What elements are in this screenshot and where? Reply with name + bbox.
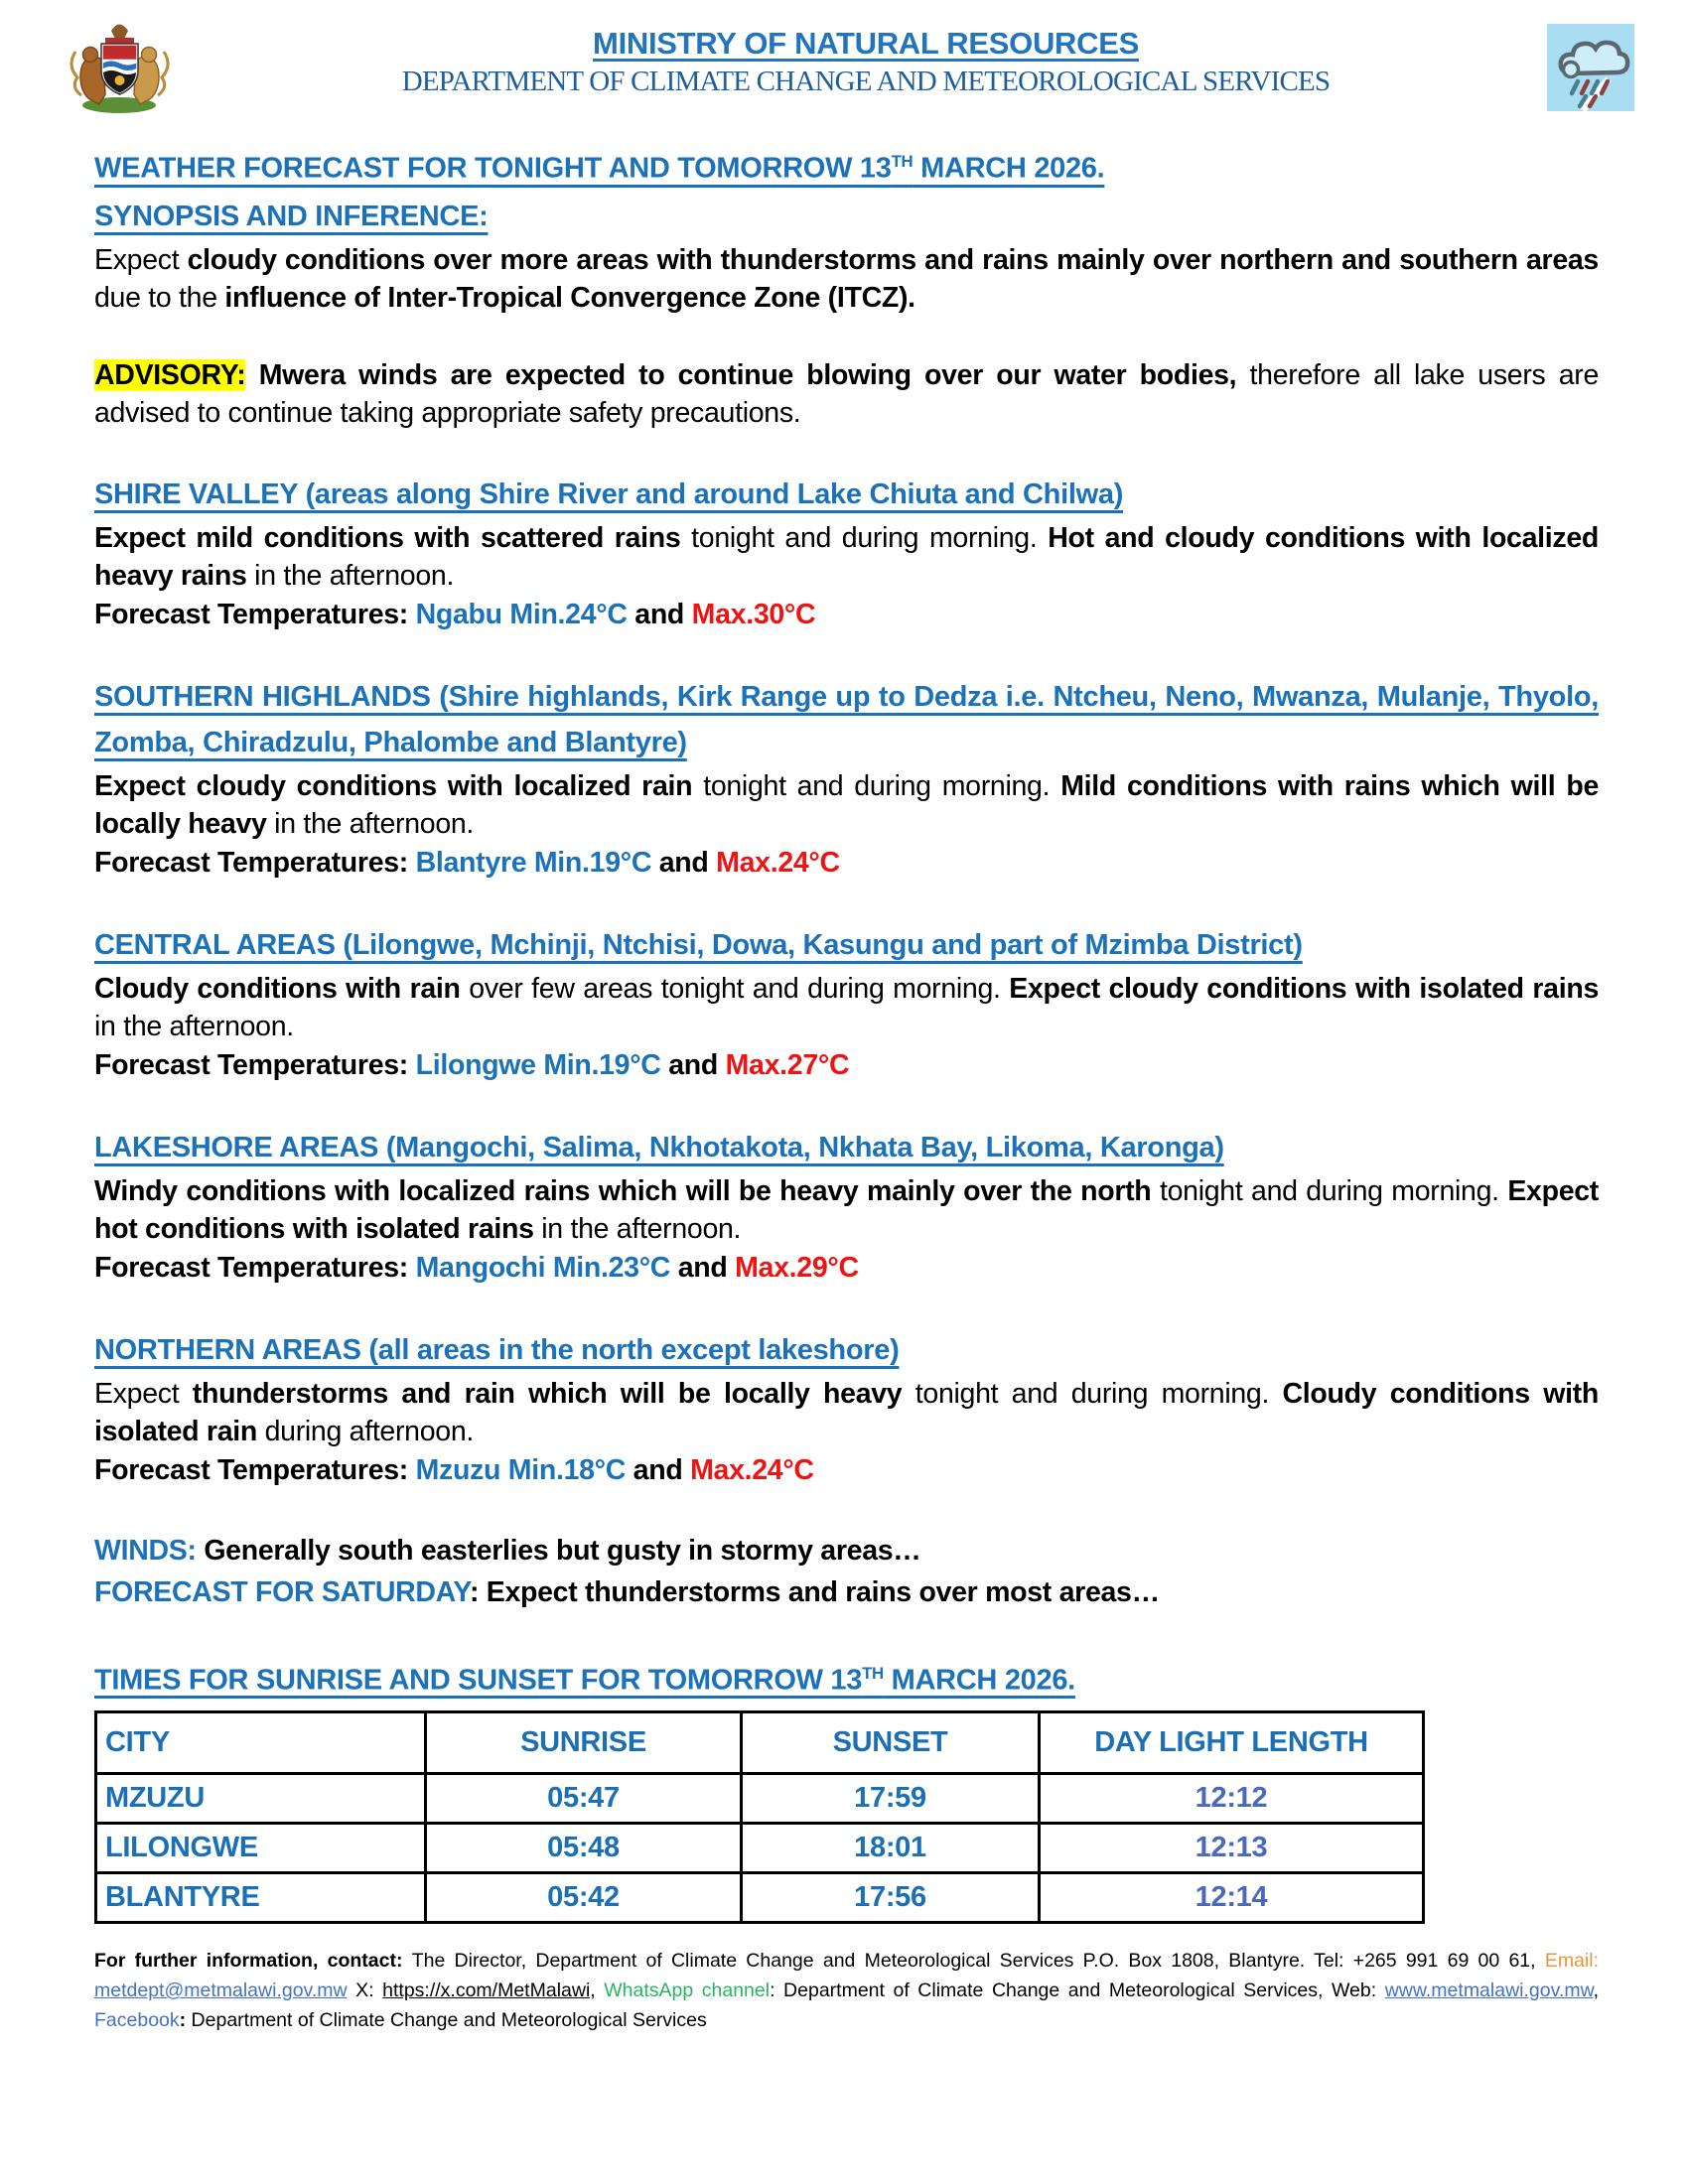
column-header-city: CITY bbox=[96, 1712, 426, 1774]
header-titles bbox=[185, 14, 1547, 98]
text-segment: : bbox=[179, 2009, 187, 2032]
document-title-superscript: TH bbox=[891, 152, 914, 171]
forecast-temperatures bbox=[94, 595, 1599, 634]
text-segment: : bbox=[469, 1575, 487, 1608]
region-section-northern-areas bbox=[94, 1327, 1599, 1490]
text-segment: , bbox=[1593, 1979, 1599, 2002]
ministry-title: MINISTRY OF NATURAL RESOURCES bbox=[593, 26, 1139, 61]
sunset-cell: 17:56 bbox=[742, 1873, 1040, 1923]
region-section-shire-valley bbox=[94, 472, 1599, 634]
region-section-southern-highlands bbox=[94, 674, 1599, 883]
daylight-cell: 12:13 bbox=[1040, 1824, 1424, 1873]
min-temperature: Blantyre Min.19°C bbox=[415, 846, 652, 879]
forecast-temperatures bbox=[94, 1045, 1599, 1085]
table-header-row bbox=[96, 1712, 1424, 1774]
cloud-rain-icon bbox=[1547, 24, 1636, 116]
city-cell: LILONGWE bbox=[96, 1824, 426, 1873]
temps-label: Forecast Temperatures: bbox=[94, 1048, 416, 1081]
text-segment: tonight and during morning. bbox=[1151, 1174, 1508, 1207]
table-row bbox=[96, 1824, 1424, 1873]
sunrise-cell: 05:42 bbox=[426, 1873, 742, 1923]
winds-line bbox=[94, 1530, 1599, 1571]
temps-label: Forecast Temperatures: bbox=[94, 598, 416, 630]
region-forecast-text bbox=[94, 1375, 1599, 1450]
region-heading: CENTRAL AREAS (Lilongwe, Mchinji, Ntchisi, Dowa, Kasungu and part of Mzimba District) bbox=[94, 928, 1303, 961]
sunset-cell: 17:59 bbox=[742, 1774, 1040, 1824]
text-segment: in the afternoon. bbox=[266, 807, 475, 840]
table-row bbox=[96, 1873, 1424, 1923]
bold-segment: Expect hot conditions with isolated rains bbox=[94, 1174, 1599, 1245]
document-title bbox=[94, 139, 1599, 192]
min-temperature: Lilongwe Min.19°C bbox=[415, 1048, 661, 1081]
region-forecast-text bbox=[94, 1172, 1599, 1248]
min-temperature: Mzuzu Min.18°C bbox=[415, 1453, 627, 1486]
sunrise-sunset-table bbox=[94, 1710, 1425, 1924]
sunrise-sunset-block bbox=[94, 1651, 1599, 1925]
forecast-temperatures bbox=[94, 1248, 1599, 1288]
website-link[interactable]: www.metmalawi.gov.mw bbox=[1384, 1979, 1594, 2002]
bold-segment: Mwera winds are expected to continue blowing over our water bodies, bbox=[245, 358, 1237, 391]
region-forecast-text bbox=[94, 970, 1599, 1045]
sunset-cell: 18:01 bbox=[742, 1824, 1040, 1873]
text-segment: and bbox=[626, 1453, 691, 1486]
saturday-text: Expect thunderstorms and rains over most areas… bbox=[486, 1575, 1160, 1608]
temps-label: Forecast Temperatures: bbox=[94, 846, 416, 879]
column-header-sunset: SUNSET bbox=[742, 1712, 1040, 1774]
temps-label: Forecast Temperatures: bbox=[94, 1251, 416, 1284]
bold-segment: thunderstorms and rain which will be locally heavy bbox=[192, 1377, 903, 1410]
bold-segment: Expect mild conditions with scattered rains bbox=[94, 521, 681, 554]
facebook-label: Facebook bbox=[94, 2009, 180, 2032]
text-segment: therefore all lake users are advised to continue taking appropriate safety precautions. bbox=[94, 358, 1599, 429]
min-temperature: Mangochi Min.23°C bbox=[415, 1251, 671, 1284]
synopsis-heading: SYNOPSIS AND INFERENCE: bbox=[94, 200, 489, 232]
saturday-label: FORECAST FOR SATURDAY bbox=[94, 1575, 470, 1608]
sun-table-title bbox=[94, 1651, 1599, 1704]
winds-label: WINDS: bbox=[94, 1534, 205, 1567]
region-heading: NORTHERN AREAS (all areas in the north except lakeshore) bbox=[94, 1333, 900, 1366]
text-segment: and bbox=[660, 1048, 726, 1081]
column-header-sunrise: SUNRISE bbox=[426, 1712, 742, 1774]
text-segment: and bbox=[627, 598, 692, 630]
forecast-temperatures bbox=[94, 843, 1599, 883]
region-heading: SOUTHERN HIGHLANDS (Shire highlands, Kirk Range up to Dedza i.e. Ntcheu, Neno, Mwanza, Mulanje, Thyolo, Zomba, Chiradzulu, Phalombe and Blantyre) bbox=[94, 680, 1599, 758]
city-cell: MZUZU bbox=[96, 1774, 426, 1824]
document-title-text: WEATHER FORECAST FOR TONIGHT AND TOMORROW 13 bbox=[94, 152, 892, 185]
text-segment: over few areas tonight and during morning. bbox=[460, 972, 1010, 1005]
document-title-date: MARCH 2026. bbox=[913, 152, 1105, 185]
bold-segment: cloudy conditions over more areas with thunderstorms and rains mainly over northern and southern areas bbox=[187, 243, 1599, 276]
text-segment: in the afternoon. bbox=[246, 559, 455, 592]
bold-segment: Hot and cloudy conditions with localized heavy rains bbox=[94, 521, 1599, 592]
bold-segment: Expect cloudy conditions with localized rain bbox=[94, 769, 693, 802]
sun-table-title-superscript: TH bbox=[862, 1663, 884, 1683]
forecast-temperatures bbox=[94, 1450, 1599, 1490]
text-segment: in the afternoon. bbox=[533, 1212, 742, 1245]
daylight-cell: 12:12 bbox=[1040, 1774, 1424, 1824]
email-label: Email: bbox=[1544, 1950, 1599, 1973]
email-link[interactable]: metdept@metmalawi.gov.mw bbox=[94, 1979, 348, 2002]
region-forecast-text bbox=[94, 767, 1599, 843]
region-section-lakeshore-areas bbox=[94, 1125, 1599, 1288]
document-header bbox=[0, 0, 1688, 123]
footer-contact-label: For further information, contact: bbox=[94, 1950, 412, 1973]
bold-segment: Windy conditions with localized rains which will be heavy mainly over the north bbox=[94, 1174, 1152, 1207]
bold-segment: influence of Inter-Tropical Convergence Zone (ITCZ). bbox=[224, 281, 915, 314]
document-body bbox=[0, 123, 1688, 2035]
malawi-coat-of-arms-icon bbox=[58, 14, 185, 123]
city-cell: BLANTYRE bbox=[96, 1873, 426, 1923]
text-segment: in the afternoon. bbox=[94, 1010, 294, 1042]
region-heading: LAKESHORE AREAS (Mangochi, Salima, Nkhotakota, Nkhata Bay, Likoma, Karonga) bbox=[94, 1131, 1224, 1163]
text-segment: Expect bbox=[94, 243, 188, 276]
sun-table-title-date: MARCH 2026. bbox=[883, 1664, 1075, 1697]
text-segment: and bbox=[651, 846, 717, 879]
saturday-forecast-line bbox=[94, 1571, 1599, 1613]
sun-table-title-text: TIMES FOR SUNRISE AND SUNSET FOR TOMORROW 13 bbox=[94, 1664, 863, 1697]
department-title: DEPARTMENT OF CLIMATE CHANGE AND METEOROLOGICAL SERVICES bbox=[401, 66, 1331, 97]
table-row bbox=[96, 1774, 1424, 1824]
max-temperature: Max.27°C bbox=[725, 1048, 850, 1081]
synopsis-paragraph bbox=[94, 241, 1599, 317]
min-temperature: Ngabu Min.24°C bbox=[415, 598, 628, 630]
text-segment: Department of Climate Change and Meteorological Services bbox=[186, 2009, 707, 2032]
region-heading: SHIRE VALLEY (areas along Shire River and around Lake Chiuta and Chilwa) bbox=[94, 478, 1124, 510]
region-forecast-text bbox=[94, 519, 1599, 595]
text-segment: due to the bbox=[94, 281, 225, 314]
bold-segment: Mild conditions with rains which will be locally heavy bbox=[94, 769, 1599, 840]
x-profile-link[interactable]: https://x.com/MetMalawi, bbox=[382, 1979, 596, 2002]
text-segment: and bbox=[670, 1251, 736, 1284]
max-temperature: Max.24°C bbox=[716, 846, 840, 879]
text-segment: The Director, Department of Climate Change and Meteorological Services P.O. Box 1808, Blantyre. Tel: +265 991 69 00 61, bbox=[411, 1950, 1545, 1973]
region-section-central-areas bbox=[94, 922, 1599, 1085]
daylight-cell: 12:14 bbox=[1040, 1873, 1424, 1923]
max-temperature: Max.24°C bbox=[690, 1453, 814, 1486]
sunrise-cell: 05:47 bbox=[426, 1774, 742, 1824]
sunrise-cell: 05:48 bbox=[426, 1824, 742, 1873]
winds-text: Generally south easterlies but gusty in stormy areas… bbox=[204, 1534, 921, 1567]
column-header-daylight: DAY LIGHT LENGTH bbox=[1040, 1712, 1424, 1774]
advisory-paragraph bbox=[94, 356, 1599, 432]
text-segment: tonight and during morning. bbox=[680, 521, 1049, 554]
max-temperature: Max.30°C bbox=[691, 598, 816, 630]
bold-segment: Expect cloudy conditions with isolated rains bbox=[1009, 972, 1599, 1005]
winds-and-outlook-block bbox=[94, 1530, 1599, 1613]
text-segment: Expect bbox=[94, 1377, 193, 1410]
whatsapp-channel-label: WhatsApp channel bbox=[595, 1979, 771, 2002]
x-label: X: bbox=[347, 1979, 383, 2002]
text-segment: : Department of Climate Change and Meteorological Services, Web: bbox=[770, 1979, 1385, 2002]
footer-contact-paragraph bbox=[94, 1946, 1599, 2035]
bold-segment: Cloudy conditions with rain bbox=[94, 972, 461, 1005]
temps-label: Forecast Temperatures: bbox=[94, 1453, 416, 1486]
bold-segment: Cloudy conditions with isolated rain bbox=[94, 1377, 1599, 1447]
text-segment: tonight and during morning. bbox=[902, 1377, 1283, 1410]
advisory-label: ADVISORY: bbox=[94, 358, 246, 391]
text-segment: during afternoon. bbox=[256, 1415, 474, 1447]
max-temperature: Max.29°C bbox=[735, 1251, 859, 1284]
text-segment: tonight and during morning. bbox=[692, 769, 1061, 802]
